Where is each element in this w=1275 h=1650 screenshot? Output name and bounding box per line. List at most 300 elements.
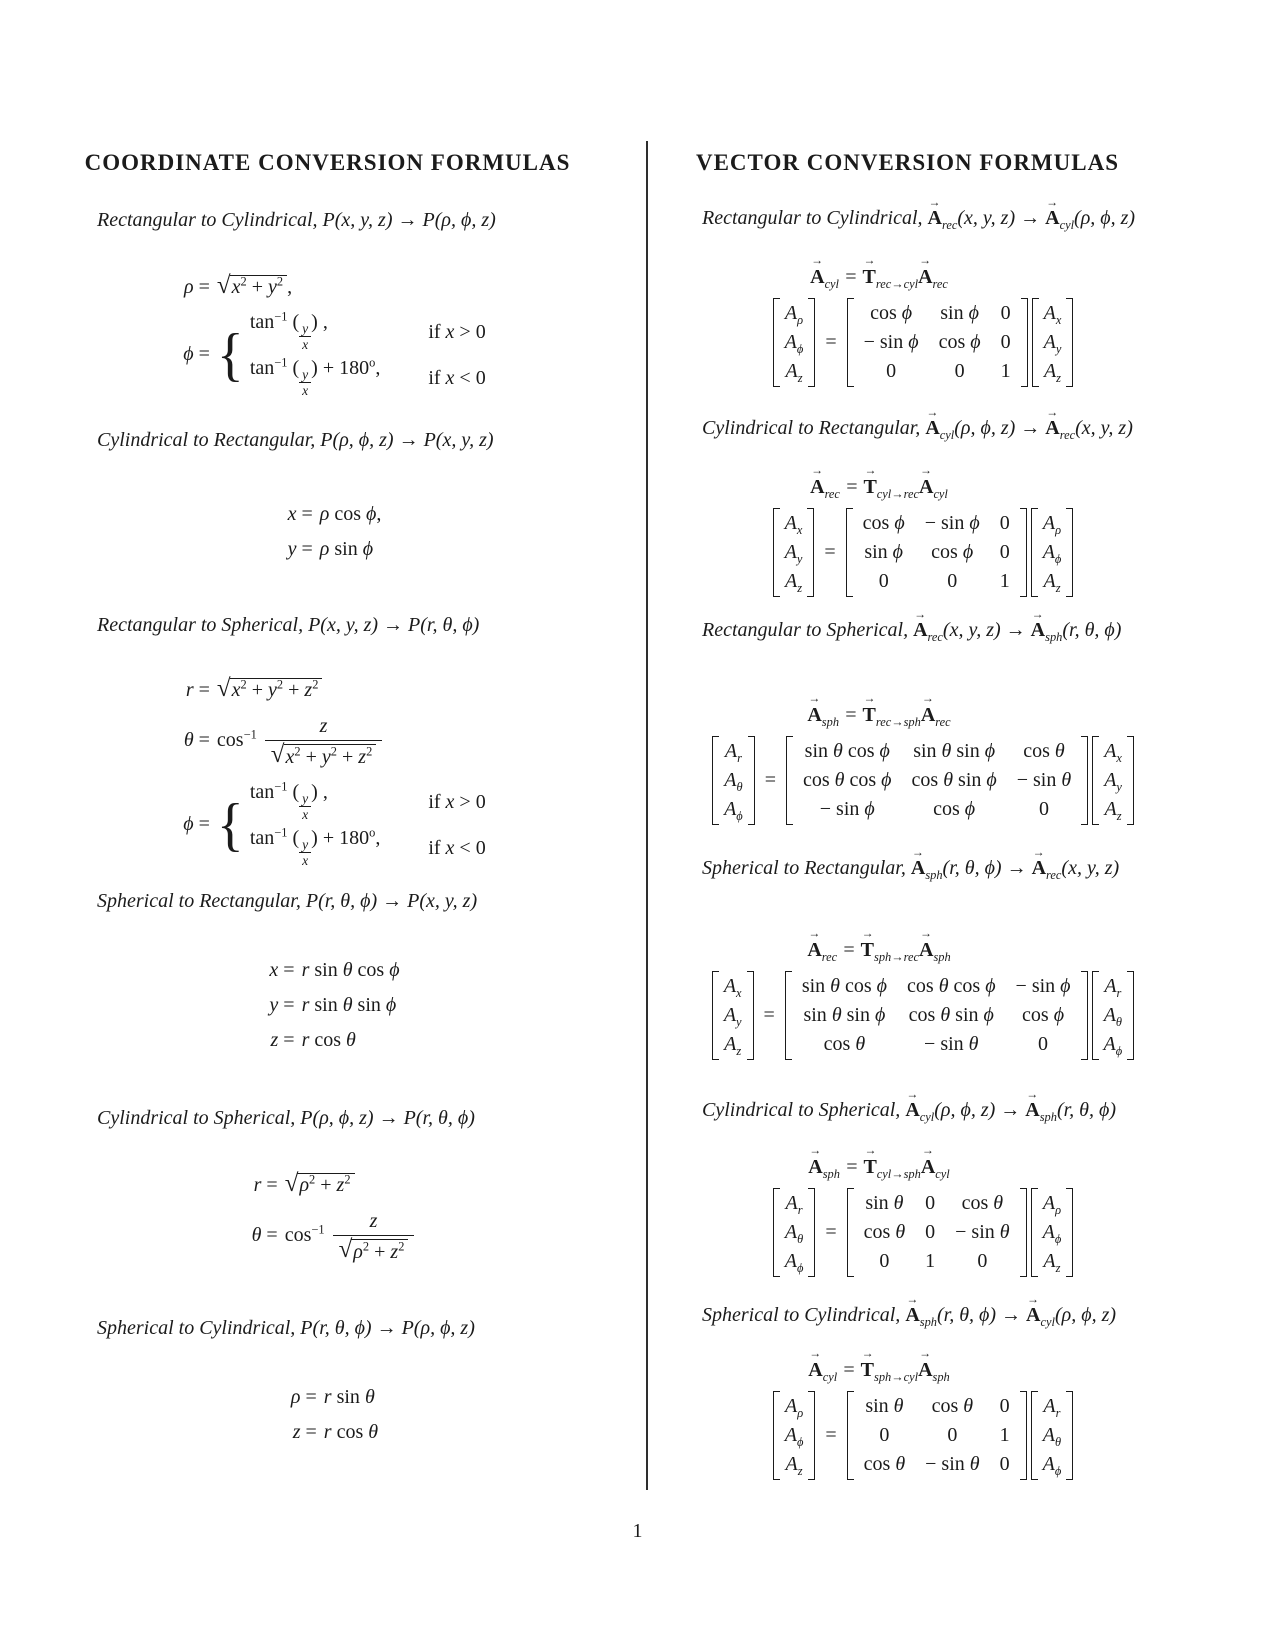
- case-condition: if x > 0: [428, 790, 486, 813]
- matrix-equation: [670, 971, 1158, 1065]
- case-condition: if x > 0: [428, 320, 486, 343]
- matrix-cell: − sin θ: [924, 1033, 979, 1055]
- vector-symbol: → A: [808, 1346, 823, 1381]
- section-title: Cylindrical to Rectangular, P(ρ, ϕ, z) → P(x, y, z): [97, 429, 494, 451]
- equation-rhs: [216, 675, 322, 702]
- vector-arrow-icon: →: [914, 607, 927, 621]
- equation-area: [97, 959, 602, 1052]
- equation-area: [97, 675, 602, 869]
- transform-equation: → $A_{rec}$ = → $T_{cyl\to rec}$ → $A_{cyl}$: [810, 463, 948, 501]
- equation-lhs: ϕ =: [183, 812, 210, 835]
- matrix-cell: $A_r$: [724, 740, 742, 765]
- matrix-cell: cos ϕ: [1022, 1004, 1065, 1026]
- matrix-cell: $A_\theta$: [1103, 1004, 1122, 1029]
- rhs-vector: [1092, 971, 1135, 1060]
- equation-rhs: r sin θ cos ϕ: [301, 959, 400, 981]
- left-bracket: [847, 1188, 854, 1277]
- matrix-cell: $A_\rho$: [1042, 512, 1062, 537]
- vector-symbol: → A: [927, 195, 942, 229]
- matrix-cell: 0: [886, 360, 897, 382]
- equation-rhs: ρ cos ϕ,: [319, 503, 382, 525]
- matrix-cell: cos θ: [1023, 740, 1065, 762]
- matrix-cell: $A_\phi$: [784, 331, 804, 356]
- matrix-equation: [670, 508, 1158, 602]
- column-divider: [646, 141, 648, 1490]
- equation-group: [291, 1386, 378, 1444]
- cases-brace-icon: {: [216, 792, 244, 858]
- equals-sign: =: [824, 541, 836, 563]
- lhs-vector: [773, 508, 815, 597]
- transform-matrix: [847, 298, 1028, 387]
- matrix-cell: 0: [947, 570, 958, 592]
- section-title: Cylindrical to Spherical, → $A_{cyl}(\rho$, ϕ, z) → → $A_{sph}(r$, θ, ϕ): [702, 1087, 1117, 1124]
- equation-lhs: x =: [269, 959, 295, 981]
- equation-group: [183, 272, 486, 399]
- vector-arrow-icon: →: [809, 1143, 822, 1157]
- matrix-equation: [670, 736, 1158, 830]
- matrix-cell: cos ϕ: [938, 331, 981, 353]
- transform-matrix: [847, 1188, 1027, 1277]
- matrix-cell: $A_\theta$: [1042, 1424, 1062, 1449]
- equation-lhs: ρ =: [290, 1386, 317, 1408]
- vector-arrow-icon: →: [811, 253, 824, 267]
- transform-equation: → $A_{sph}$ = → $T_{cyl\to sph}$ → $A_{cyl}$: [808, 1143, 950, 1181]
- rhs-vector: [1031, 1391, 1074, 1480]
- radical-sign-icon: √: [216, 675, 231, 702]
- matrix-cell: $A_y$: [784, 541, 803, 566]
- left-bracket: [712, 736, 719, 825]
- vector-arrow-icon: →: [921, 691, 934, 705]
- left-bracket: [1092, 971, 1099, 1060]
- matrix-row: [710, 736, 1136, 825]
- section-rectangular-to-cylindrical-point: [97, 207, 602, 399]
- case-formula: $\tan^{-1}$ ( $\frac{y}{x}$ ) ,: [249, 779, 328, 823]
- vector-symbol: → A: [925, 405, 940, 439]
- equation-area: [97, 1170, 602, 1264]
- matrix-cell: cos ϕ: [933, 798, 976, 820]
- radical-sign-icon: √: [216, 272, 231, 299]
- equation-group: [183, 675, 486, 869]
- vector-arrow-icon: →: [861, 1346, 874, 1360]
- matrix-cell: $A_\theta$: [784, 1221, 804, 1246]
- matrix-cell: cos θ: [863, 1453, 906, 1475]
- vector-symbol: → A: [1025, 1087, 1040, 1121]
- equation-rhs: $\cos^{-1}$ z √ $x^2 + y^2 + z^2$: [217, 714, 385, 769]
- matrix-cell: 1: [925, 1250, 936, 1272]
- vector-arrow-icon: →: [809, 1346, 822, 1360]
- vector-symbol: → T: [862, 691, 876, 726]
- matrix-cell: 0: [878, 570, 889, 592]
- left-bracket: [1031, 508, 1038, 597]
- vector-arrow-icon: →: [1046, 405, 1059, 419]
- vector-arrow-icon: →: [919, 253, 932, 267]
- matrix-cell: $A_\rho$: [784, 1395, 804, 1420]
- section-title: Rectangular to Spherical, → $A_{rec}(x$, y, z) → → $A_{sph}(r$, θ, ϕ): [702, 607, 1122, 644]
- left-bracket: [1031, 1188, 1038, 1277]
- vector-arrow-icon: →: [1046, 195, 1059, 209]
- right-bracket: [1081, 736, 1088, 825]
- vector-symbol: → A: [1030, 607, 1046, 641]
- matrix-cell: 0: [999, 512, 1010, 534]
- equation-rhs: r sin θ sin ϕ: [301, 994, 397, 1016]
- equation-lhs: θ =: [251, 1224, 278, 1247]
- vector-symbol: → A: [807, 691, 822, 726]
- equation-group: [251, 1170, 418, 1264]
- matrix-row: [771, 508, 1076, 597]
- vector-symbol: → A: [1031, 845, 1047, 879]
- matrix-cell: $A_x$: [1043, 302, 1062, 327]
- fraction: $\frac{y}{x}$: [299, 321, 311, 353]
- matrix-cell: $A_\phi$: [1103, 1033, 1123, 1058]
- matrix-cell: $A_\phi$: [1042, 1453, 1062, 1478]
- equation-lhs: z =: [270, 1029, 295, 1051]
- vector-arrow-icon: →: [906, 1087, 919, 1101]
- left-bracket: [1031, 1391, 1038, 1480]
- matrix-cell: sin θ cos ϕ: [804, 740, 890, 762]
- section-title: Rectangular to Cylindrical, P(x, y, z) → P(ρ, ϕ, z): [97, 209, 496, 231]
- matrix-cell: sin θ sin ϕ: [913, 740, 996, 762]
- matrix-cell: 0: [1000, 331, 1011, 353]
- equation-rhs: [217, 781, 486, 869]
- equation-rhs: √ $x^2 + y^2$ ,: [216, 272, 293, 299]
- section-title: Spherical to Rectangular, P(r, θ, ϕ) → P(x, y, z): [97, 890, 478, 912]
- matrix-cell: cos θ sin ϕ: [911, 769, 997, 791]
- matrix-cell: cos θ: [863, 1221, 906, 1243]
- right-bracket: [1066, 1188, 1073, 1277]
- equation-rhs: ρ sin ϕ: [319, 538, 374, 560]
- radical-sign-icon: √: [284, 1170, 299, 1197]
- matrix-cell: $A_r$: [785, 1192, 803, 1217]
- matrix-cell: − sin ϕ: [819, 798, 875, 820]
- vector-arrow-icon: →: [863, 691, 876, 705]
- equation-lhs: y =: [287, 538, 313, 560]
- matrix-cell: $A_\phi$: [1042, 541, 1062, 566]
- matrix-cell: $A_z$: [785, 360, 803, 385]
- matrix-row: [771, 298, 1076, 387]
- matrix-cell: $A_z$: [785, 570, 803, 595]
- rhs-vector: [1031, 1188, 1074, 1277]
- matrix-cell: $A_x$: [723, 975, 742, 1000]
- right-bracket: [1020, 1391, 1027, 1480]
- vector-arrow-icon: →: [808, 926, 821, 940]
- left-bracket: [1032, 298, 1039, 387]
- equation-rhs: r cos θ: [323, 1421, 379, 1443]
- fraction: z √ $\rho^2 + z^2$: [333, 1209, 415, 1264]
- section-title: Spherical to Rectangular, → $A_{sph}(r$, θ, ϕ) → → $A_{rec}(x$, y, z): [702, 845, 1120, 882]
- right-bracket: [808, 1188, 815, 1277]
- left-bracket: [773, 1391, 780, 1480]
- fraction: z √ $x^2 + y^2 + z^2$: [265, 714, 382, 769]
- case-condition: if x < 0: [428, 366, 486, 389]
- equation-rhs: [217, 311, 486, 399]
- vector-symbol: → A: [910, 845, 926, 879]
- vector-arrow-icon: →: [811, 463, 824, 477]
- equals-sign: =: [825, 331, 837, 353]
- matrix-cell: sin ϕ: [864, 541, 904, 563]
- rhs-vector: [1032, 298, 1074, 387]
- equals-sign: =: [825, 1424, 837, 1446]
- cases-block: [217, 781, 486, 869]
- vector-symbol: → A: [905, 1292, 920, 1326]
- matrix-cell: 0: [925, 1192, 936, 1214]
- left-bracket: [847, 1391, 854, 1480]
- matrix-row: [771, 1391, 1076, 1480]
- vector-symbol: → A: [918, 926, 934, 961]
- right-bracket: [1127, 971, 1134, 1060]
- vector-arrow-icon: →: [864, 1143, 877, 1157]
- lhs-vector: [712, 736, 755, 825]
- matrix-cell: sin θ sin ϕ: [803, 1004, 886, 1026]
- equation-lhs: y =: [269, 994, 295, 1016]
- rhs-vector: [1031, 508, 1074, 597]
- equation-lhs: z =: [292, 1421, 317, 1443]
- matrix-cell: 1: [1000, 360, 1011, 382]
- transform-matrix: [847, 1391, 1027, 1480]
- equals-sign: =: [764, 769, 776, 791]
- sqrt-radical: √ $\rho^2 + z^2$: [339, 1239, 409, 1264]
- matrix-cell: − sin θ: [955, 1221, 1010, 1243]
- matrix-cell: 0: [999, 541, 1010, 563]
- left-column-header: COORDINATE CONVERSION FORMULAS: [84, 150, 571, 175]
- section-spherical-to-cylindrical-vector: [670, 1292, 1158, 1485]
- matrix-cell: cos θ: [823, 1033, 866, 1055]
- matrix-cell: $A_y$: [1104, 769, 1122, 794]
- fraction: $\frac{y}{x}$: [299, 791, 311, 823]
- matrix-equation: [670, 1391, 1158, 1485]
- matrix-cell: 0: [1000, 302, 1011, 324]
- section-cylindrical-to-rectangular-point: [97, 427, 602, 561]
- left-bracket: [846, 508, 853, 597]
- matrix-cell: 0: [947, 1424, 958, 1446]
- section-cylindrical-to-rectangular-vector: [670, 405, 1158, 602]
- sqrt-radical: √ $\rho^2 + z^2$: [285, 1173, 355, 1197]
- matrix-cell: $A_z$: [785, 1453, 803, 1478]
- radical-sign-icon: √: [270, 741, 285, 768]
- matrix-cell: $A_y$: [1043, 331, 1062, 356]
- right-bracket: [1020, 508, 1027, 597]
- matrix-cell: 0: [925, 1221, 936, 1243]
- matrix-cell: 0: [879, 1424, 890, 1446]
- right-bracket: [747, 971, 754, 1060]
- transform-equation: → $A_{sph}$ = → $T_{rec\to sph}$ → $A_{rec}$: [807, 691, 951, 729]
- matrix-cell: cos θ sin ϕ: [908, 1004, 994, 1026]
- left-bracket: [773, 298, 780, 387]
- vector-symbol: → T: [862, 253, 876, 288]
- matrix-cell: $A_r$: [1104, 975, 1122, 1000]
- rhs-vector: [1092, 736, 1134, 825]
- matrix-cell: $A_z$: [724, 1033, 742, 1058]
- matrix-cell: cos θ: [961, 1192, 1004, 1214]
- matrix-cell: sin ϕ: [940, 302, 979, 324]
- equation-group: [288, 503, 382, 561]
- fraction: $\frac{y}{x}$: [299, 367, 311, 399]
- matrix-cell: 0: [1038, 1033, 1049, 1055]
- cases-brace-icon: {: [216, 322, 244, 388]
- section-title: Spherical to Cylindrical, P(r, θ, ϕ) → P(ρ, ϕ, z): [97, 1317, 475, 1339]
- equals-sign: =: [825, 1221, 837, 1243]
- equation-lhs: ϕ =: [183, 342, 210, 365]
- vector-symbol: → A: [920, 691, 936, 726]
- matrix-cell: 0: [977, 1250, 988, 1272]
- matrix-cell: cos ϕ: [862, 512, 905, 534]
- lhs-vector: [712, 971, 754, 1060]
- equals-sign: =: [763, 1004, 775, 1026]
- vector-symbol: → T: [860, 1346, 875, 1381]
- left-bracket: [1092, 736, 1099, 825]
- section-title: Cylindrical to Rectangular, → $A_{cyl}(\rho$, ϕ, z) → → $A_{rec}(x$, y, z): [702, 405, 1133, 442]
- matrix-cell: sin θ cos ϕ: [801, 975, 888, 997]
- right-bracket: [1081, 971, 1088, 1060]
- lhs-vector: [773, 1188, 816, 1277]
- matrix-cell: 0: [879, 1250, 890, 1272]
- transform-equation: → $A_{cyl}$ = → $T_{sph\to cyl}$ → $A_{sph}$: [808, 1346, 950, 1384]
- vector-symbol: → A: [920, 1143, 936, 1178]
- matrix-cell: $A_z$: [1043, 1250, 1061, 1275]
- matrix-cell: 0: [954, 360, 965, 382]
- right-bracket: [748, 736, 755, 825]
- matrix-cell: $A_\phi$: [784, 1424, 804, 1449]
- left-bracket: [847, 298, 854, 387]
- section-cylindrical-to-spherical-point: [97, 1105, 602, 1264]
- equation-lhs: ρ =: [184, 276, 210, 298]
- transform-matrix: [846, 508, 1027, 597]
- section-rectangular-to-spherical-vector: [670, 607, 1158, 830]
- transform-matrix: [785, 971, 1088, 1060]
- vector-arrow-icon: →: [911, 845, 924, 859]
- vector-arrow-icon: →: [919, 463, 932, 477]
- vector-arrow-icon: →: [1026, 1087, 1039, 1101]
- vector-symbol: → A: [808, 1143, 823, 1178]
- sqrt-radical: √ $x^2 + y^2 + z^2$: [271, 744, 376, 769]
- right-bracket: [1020, 1188, 1027, 1277]
- transform-equation: → $A_{rec}$ = → $T_{sph\to rec}$ → $A_{sph}$: [807, 926, 951, 964]
- vector-arrow-icon: →: [864, 463, 877, 477]
- right-bracket: [1066, 298, 1073, 387]
- equation-rhs: [284, 1170, 355, 1197]
- vector-symbol: → T: [863, 463, 877, 498]
- section-spherical-to-cylindrical-point: [97, 1315, 602, 1444]
- matrix-cell: sin θ: [865, 1192, 904, 1214]
- vector-arrow-icon: →: [808, 691, 821, 705]
- matrix-cell: cos θ cos ϕ: [907, 975, 996, 997]
- vector-arrow-icon: →: [1031, 607, 1044, 621]
- equation-rhs: $\cos^{-1}$ z √ $\rho^2 + z^2$: [285, 1209, 418, 1264]
- matrix-cell: − sin ϕ: [863, 331, 919, 353]
- vector-symbol: → A: [918, 1346, 933, 1381]
- matrix-cell: $A_y$: [723, 1004, 742, 1029]
- vector-symbol: → A: [1045, 405, 1060, 439]
- sqrt-radical: √ $x^2 + y^2$: [217, 275, 287, 299]
- case-formula: $\tan^{-1}$ ( $\frac{y}{x}$ ) ,: [249, 309, 328, 353]
- case-formula: $\tan^{-1}$ ( $\frac{y}{x}$ ) + $180^o$,: [249, 355, 381, 399]
- matrix-cell: sin θ: [865, 1395, 904, 1417]
- matrix-cell: cos ϕ: [870, 302, 913, 324]
- vector-symbol: → T: [860, 926, 875, 961]
- matrix-cell: $A_z$: [1104, 798, 1122, 823]
- vector-arrow-icon: →: [928, 195, 941, 209]
- right-bracket: [1066, 1391, 1073, 1480]
- equation-group: [269, 959, 399, 1052]
- vector-symbol: → A: [1045, 195, 1060, 229]
- matrix-cell: $A_z$: [1043, 360, 1061, 385]
- equation-area: [97, 272, 602, 399]
- matrix-cell: $A_r$: [1043, 1395, 1061, 1420]
- matrix-cell: $A_\theta$: [724, 769, 743, 794]
- matrix-cell: $A_\rho$: [784, 302, 804, 327]
- vector-arrow-icon: →: [921, 1143, 934, 1157]
- section-spherical-to-rectangular-point: [97, 888, 602, 1052]
- right-bracket: [1127, 736, 1134, 825]
- vector-symbol: → A: [918, 463, 934, 498]
- matrix-equation: [670, 298, 1158, 392]
- matrix-cell: 1: [999, 1424, 1010, 1446]
- left-bracket: [712, 971, 719, 1060]
- matrix-cell: − sin θ: [925, 1453, 980, 1475]
- section-cylindrical-to-spherical-vector: [670, 1087, 1158, 1282]
- matrix-cell: cos θ: [931, 1395, 974, 1417]
- right-column-header: VECTOR CONVERSION FORMULAS: [695, 150, 1119, 175]
- section-rectangular-to-spherical-point: [97, 612, 602, 869]
- equation-lhs: x =: [287, 503, 313, 525]
- matrix-row: [710, 971, 1136, 1060]
- vector-arrow-icon: →: [919, 1346, 932, 1360]
- vector-symbol: → A: [810, 253, 825, 288]
- matrix-row: [771, 1188, 1076, 1277]
- matrix-cell: − sin ϕ: [1015, 975, 1071, 997]
- vector-arrow-icon: →: [926, 405, 939, 419]
- section-spherical-to-rectangular-vector: [670, 845, 1158, 1065]
- matrix-cell: cos ϕ: [931, 541, 974, 563]
- matrix-equation: [670, 1188, 1158, 1282]
- right-bracket: [1021, 298, 1028, 387]
- vector-symbol: → A: [918, 253, 933, 288]
- vector-symbol: → A: [905, 1087, 920, 1121]
- lhs-vector: [773, 1391, 816, 1480]
- matrix-cell: cos θ cos ϕ: [803, 769, 892, 791]
- equation-rhs: r sin θ: [323, 1386, 375, 1408]
- left-bracket: [786, 736, 793, 825]
- equation-area: [97, 1386, 602, 1444]
- right-bracket: [808, 298, 815, 387]
- left-bracket: [773, 1188, 780, 1277]
- vector-arrow-icon: →: [919, 926, 932, 940]
- matrix-cell: $A_\phi$: [724, 798, 743, 823]
- equation-area: [97, 503, 602, 561]
- matrix-cell: $A_z$: [1043, 570, 1061, 595]
- matrix-cell: $A_x$: [784, 512, 803, 537]
- equation-lhs: r =: [253, 1174, 278, 1196]
- matrix-cell: $A_\phi$: [1042, 1221, 1062, 1246]
- equation-lhs: θ =: [183, 729, 210, 752]
- fraction: $\frac{y}{x}$: [299, 837, 311, 869]
- right-bracket: [807, 508, 814, 597]
- left-bracket: [773, 508, 780, 597]
- section-title: Rectangular to Cylindrical, → $A_{rec}(x$, y, z) → → $A_{cyl}(\rho$, ϕ, z): [702, 195, 1136, 232]
- case-condition: if x < 0: [428, 836, 486, 859]
- section-title: Spherical to Cylindrical, → $A_{sph}(r$, θ, ϕ) → → $A_{cyl}(\rho$, ϕ, z): [702, 1292, 1117, 1329]
- vector-arrow-icon: →: [1027, 1292, 1040, 1306]
- vector-symbol: → A: [807, 926, 822, 961]
- section-title: Cylindrical to Spherical, P(ρ, ϕ, z) → P(r, θ, ϕ): [97, 1107, 475, 1129]
- section-rectangular-to-cylindrical-vector: [670, 195, 1158, 392]
- matrix-cell: − sin ϕ: [924, 512, 980, 534]
- vector-arrow-icon: →: [861, 926, 874, 940]
- section-title: Rectangular to Spherical, P(x, y, z) → P(r, θ, ϕ): [97, 614, 480, 636]
- lhs-vector: [773, 298, 816, 387]
- vector-symbol: → A: [810, 463, 825, 498]
- matrix-cell: 1: [999, 570, 1010, 592]
- vector-arrow-icon: →: [906, 1292, 919, 1306]
